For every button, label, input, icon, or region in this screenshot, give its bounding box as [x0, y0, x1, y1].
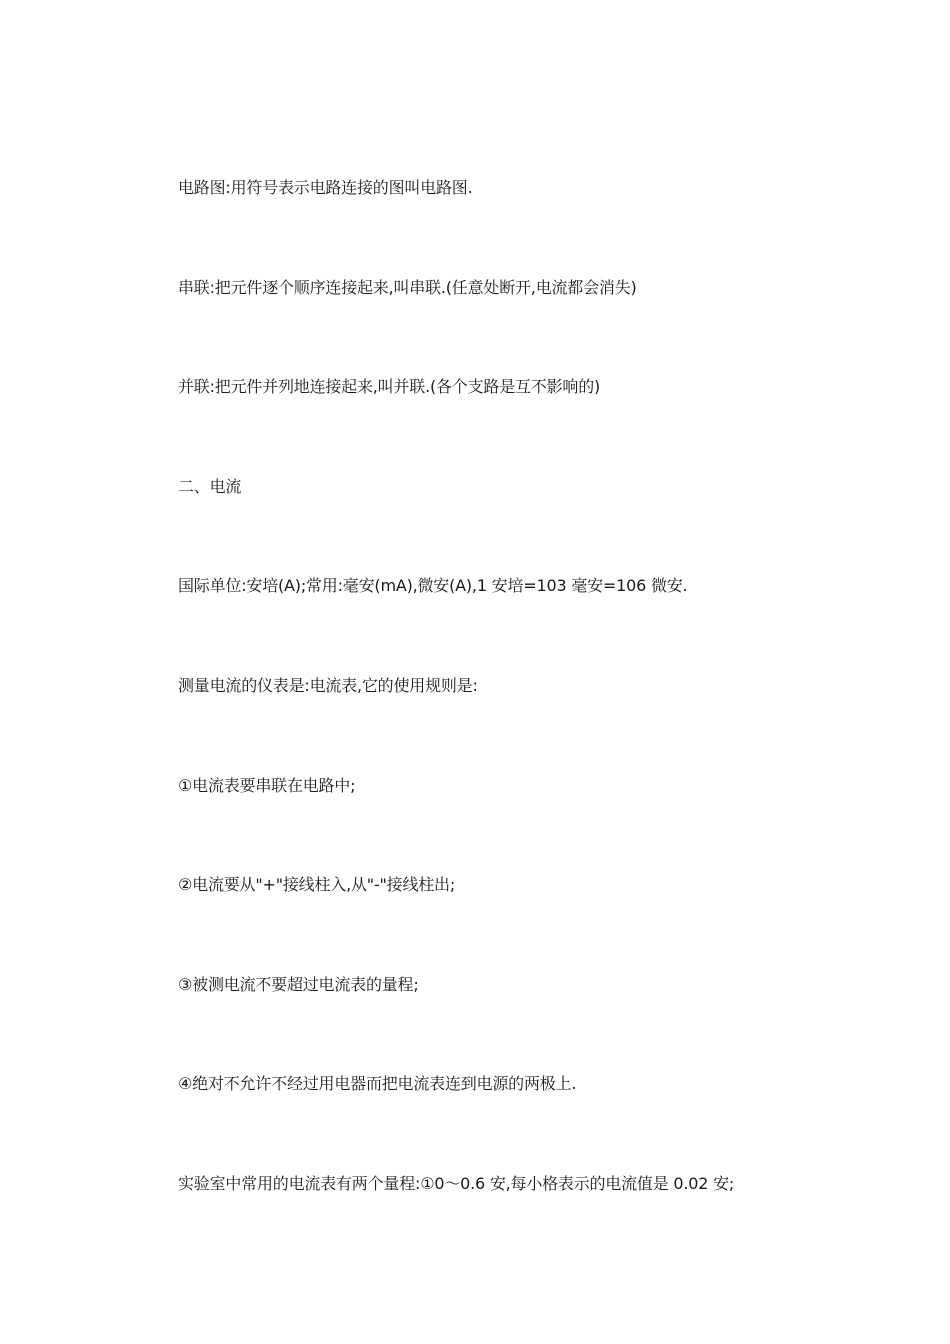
list-item-rule-4: ④绝对不允许不经过用电器而把电流表连到电源的两极上. [178, 1074, 577, 1093]
list-item-rule-3: ③被测电流不要超过电流表的量程; [178, 975, 419, 994]
paragraph-series-definition: 串联:把元件逐个顺序连接起来,叫串联.(任意处断开,电流都会消失) [178, 278, 637, 297]
list-item-rule-1: ①电流表要串联在电路中; [178, 776, 356, 795]
paragraph-ammeter-intro: 测量电流的仪表是:电流表,它的使用规则是: [178, 676, 478, 695]
section-heading-current: 二、电流 [178, 477, 242, 496]
paragraph-current-units: 国际单位:安培(A);常用:毫安(mA),微安(A),1 安培=103 毫安=106 微安. [178, 576, 688, 595]
paragraph-ammeter-ranges: 实验室中常用的电流表有两个量程:①0～0.6 安,每小格表示的电流值是 0.02 安; [178, 1174, 735, 1193]
paragraph-circuit-diagram-definition: 电路图:用符号表示电路连接的图叫电路图. [178, 178, 473, 197]
list-item-rule-2: ②电流要从"+"接线柱入,从"-"接线柱出; [178, 875, 456, 894]
paragraph-parallel-definition: 并联:把元件并列地连接起来,叫并联.(各个支路是互不影响的) [178, 377, 601, 396]
